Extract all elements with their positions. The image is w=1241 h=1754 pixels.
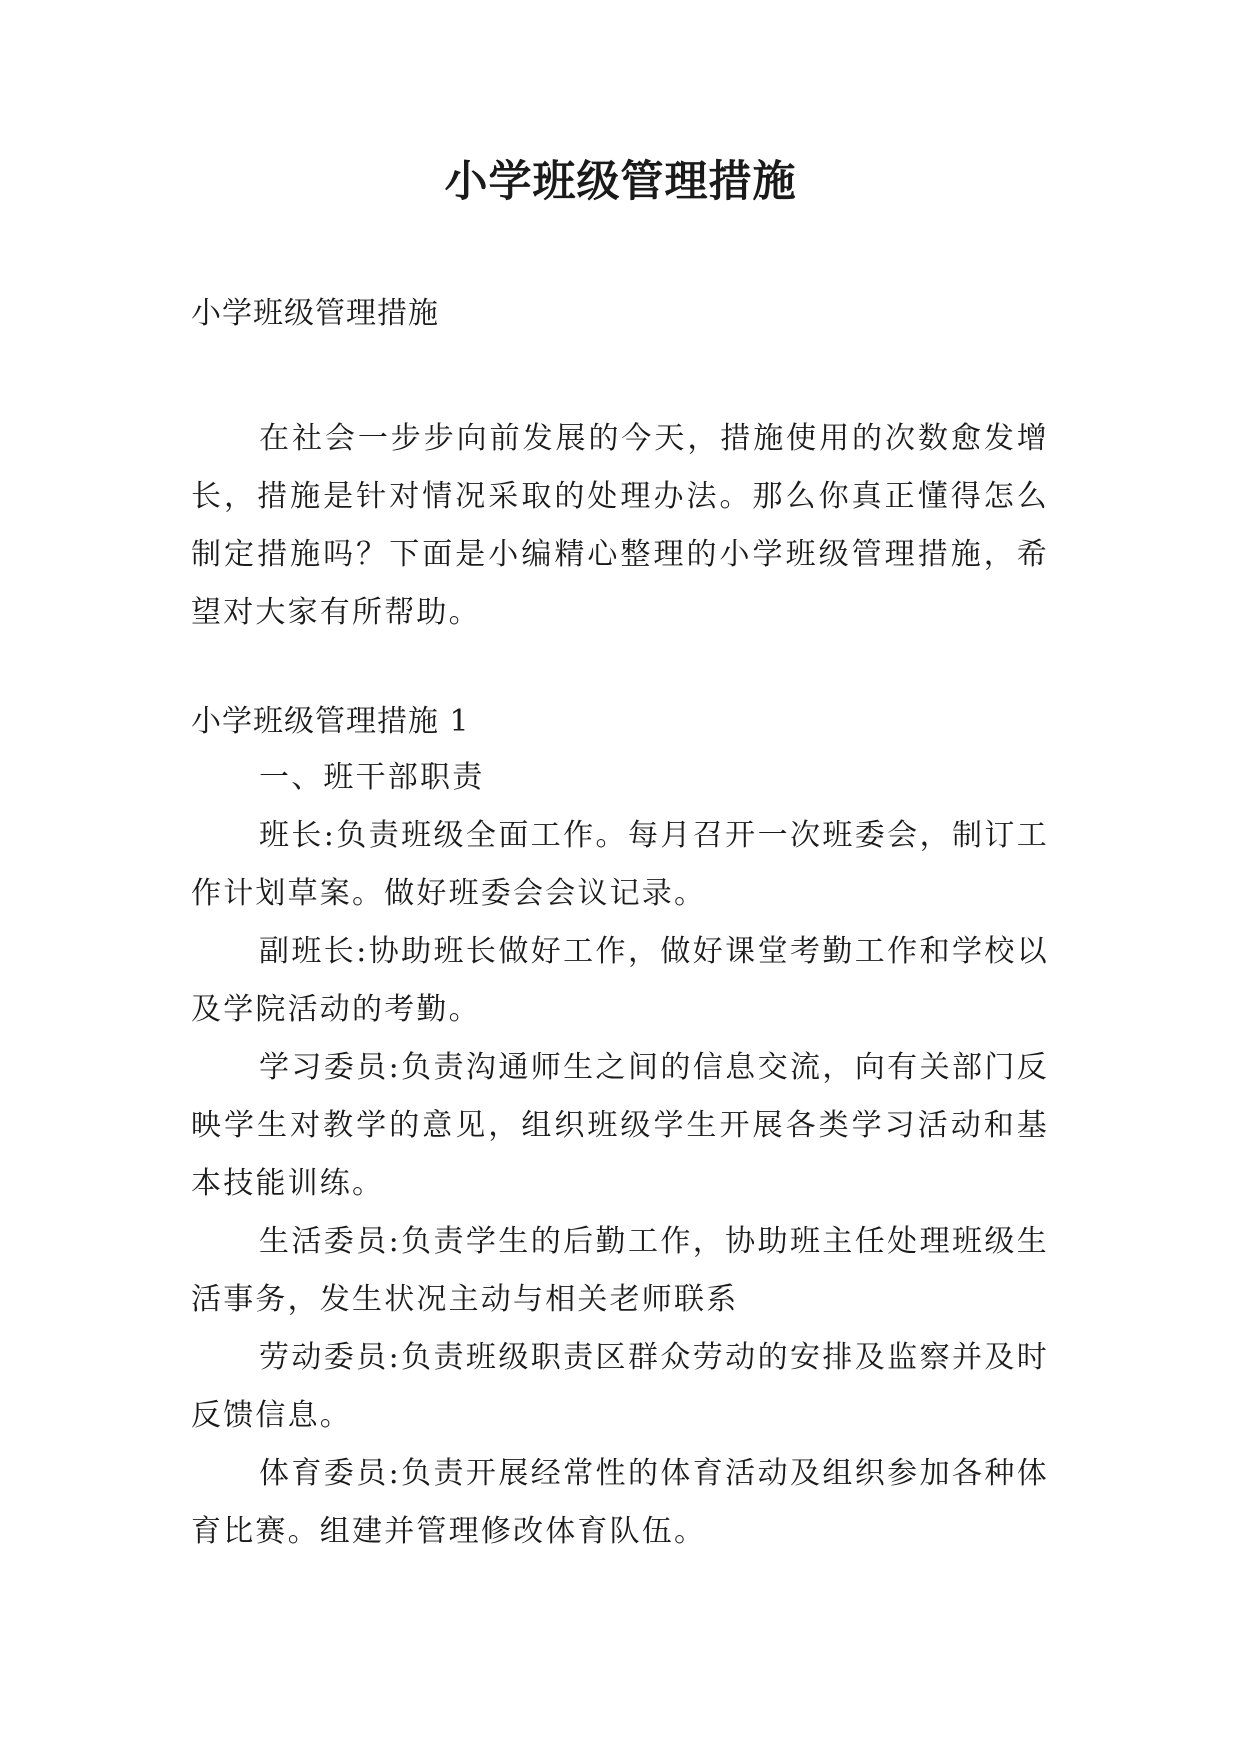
document-title: 小学班级管理措施: [444, 157, 797, 207]
document-subtitle: 小学班级管理措施: [191, 296, 439, 331]
paragraph-vice-monitor: 副班长:协助班长做好工作，做好课堂考勤工作和学校以及学院活动的考勤。: [191, 934, 1049, 1027]
paragraph-study-committee: 学习委员:负责沟通师生之间的信息交流，向有关部门反映学生对教学的意见，组织班级学生开展各类学习活动和基本技能训练。: [191, 1050, 1049, 1201]
paragraph-life-committee: 生活委员:负责学生的后勤工作，协助班主任处理班级生活事务，发生状况主动与相关老师联系: [191, 1224, 1049, 1317]
paragraph-monitor: 班长:负责班级全面工作。每月召开一次班委会，制订工作计划草案。做好班委会会议记录。: [191, 818, 1049, 911]
paragraph-labor-committee: 劳动委员:负责班级职责区群众劳动的安排及监察并及时反馈信息。: [191, 1340, 1049, 1433]
duties-heading: 一、班干部职责: [259, 760, 485, 795]
section-body: [191, 749, 1049, 1561]
paragraph-sports-committee: 体育委员:负责开展经常性的体育活动及组织参加各种体育比赛。组建并管理修改体育队伍。: [191, 1456, 1049, 1549]
section-heading: 小学班级管理措施 1: [191, 704, 470, 739]
intro-paragraph: 在社会一步步向前发展的今天，措施使用的次数愈发增长，措施是针对情况采取的处理办法。那么你真正懂得怎么制定措施吗？下面是小编精心整理的小学班级管理措施，希望对大家有所帮助。: [191, 421, 1049, 630]
